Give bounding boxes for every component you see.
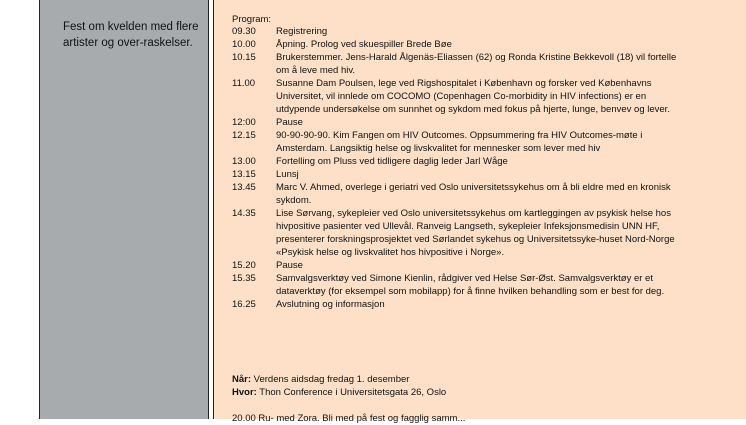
schedule-time: 15.35 — [232, 273, 256, 284]
schedule-text: Susanne Dam Poulsen, lege ved Rigshospitalet i København og forsker ved Københavns Universitet, vil innlede om COCOMO (Copenhagen Co-morbidity in HIV infections) er en utdypende undersøkelse om sunnhet og sykdom med fokus på hjerte, lunge, benvev og lever. — [276, 78, 670, 115]
schedule-text: Avslutning og informasjon — [276, 299, 385, 310]
where-line — [232, 386, 446, 399]
program-panel — [213, 0, 746, 424]
event-info — [232, 373, 446, 399]
schedule-row — [232, 259, 690, 272]
schedule-text: Registrering — [276, 26, 328, 37]
where-label: Hvor: — [232, 387, 257, 398]
schedule-row — [232, 38, 690, 51]
schedule-time: 11.00 — [232, 78, 256, 89]
schedule-text: Fortelling om Pluss ved tidligere daglig leder Jarl Wåge — [276, 156, 508, 167]
schedule-time: 14.35 — [232, 208, 256, 219]
schedule-row — [232, 181, 690, 207]
schedule-text: 90-90-90-90. Kim Fangen om HIV Outcomes. Oppsummering fra HIV Outcomes-møte i Amsterdam. Langsiktig helse og livskvalitet for mennesker som lever med hiv — [276, 130, 643, 154]
schedule-time: 12.15 — [232, 130, 256, 141]
program-label: Program: — [232, 14, 272, 25]
schedule-text: Samvalgsverktøy ved Simone Kienlin, rådgiver ved Helse Sør-Øst. Samvalgsverktøy er et dataverktøy (for eksempel som mobilapp) for å finne hvilken behandling som er best for deg. — [276, 273, 665, 297]
schedule-text: Brukerstemmer. Jens-Harald Ålgenäs-Eliassen (62) og Ronda Kristine Bekkevoll (18) vil fortelle om å leve med hiv. — [276, 52, 677, 76]
schedule-text: Åpning. Prolog ved skuespiller Brede Bøe — [276, 39, 452, 50]
schedule-row — [232, 25, 690, 38]
schedule-text: Pause — [276, 260, 303, 271]
schedule-text: Pause — [276, 117, 303, 128]
schedule-row — [232, 298, 690, 311]
when-line — [232, 373, 446, 386]
schedule-text: Lunsj — [276, 169, 299, 180]
when-value: Verdens aidsdag fredag 1. desember — [251, 374, 410, 385]
schedule-time: 13.00 — [232, 156, 256, 167]
schedule-text: Lise Sørvang, sykepleier ved Oslo universitetssykehus om kartleggingen av psykisk helse hos hivpositive pasienter ved Ullevål. Ranveig Langseth, sykepleier Infeksjonsmedisin UNN HF, presenterer forskningsprosjektet ved Sørlandet sykehus og Universitetssyke-huset Nord-Norge «Psykisk helse og livskvalitet hos hivpositive i Norge». — [276, 208, 675, 258]
where-value: Thon Conference i Universitetsgata 26, Oslo — [256, 387, 447, 398]
schedule-time: 09.30 — [232, 26, 256, 37]
schedule-time: 10.15 — [232, 52, 256, 63]
schedule-row — [232, 129, 690, 155]
schedule-time: 12:00 — [232, 117, 256, 128]
schedule-time: 10.00 — [232, 39, 256, 50]
schedule-time: 13.15 — [232, 169, 256, 180]
when-label: Når: — [232, 374, 252, 385]
schedule-row — [232, 207, 690, 259]
schedule-text: Marc V. Ahmed, overlege i geriatri ved Oslo universitetssykehus om å bli eldre med en kronisk sykdom. — [276, 182, 671, 206]
sidebar-blurb: Fest om kvelden med flere artister og over-raskelser. — [63, 21, 199, 49]
schedule-row — [232, 155, 690, 168]
schedule-row — [232, 77, 690, 116]
schedule-row — [232, 51, 690, 77]
schedule-list — [232, 25, 690, 311]
schedule-time: 16.25 — [232, 299, 256, 310]
schedule-time: 15.20 — [232, 260, 256, 271]
cutoff-line: 20.00 Ru- med Zora. Bli med på fest og fagglig samm... — [232, 413, 466, 424]
schedule-row — [232, 272, 690, 298]
schedule-time: 13.45 — [232, 182, 256, 193]
schedule-row — [232, 116, 690, 129]
schedule-row — [232, 168, 690, 181]
sidebar-panel — [39, 0, 209, 419]
